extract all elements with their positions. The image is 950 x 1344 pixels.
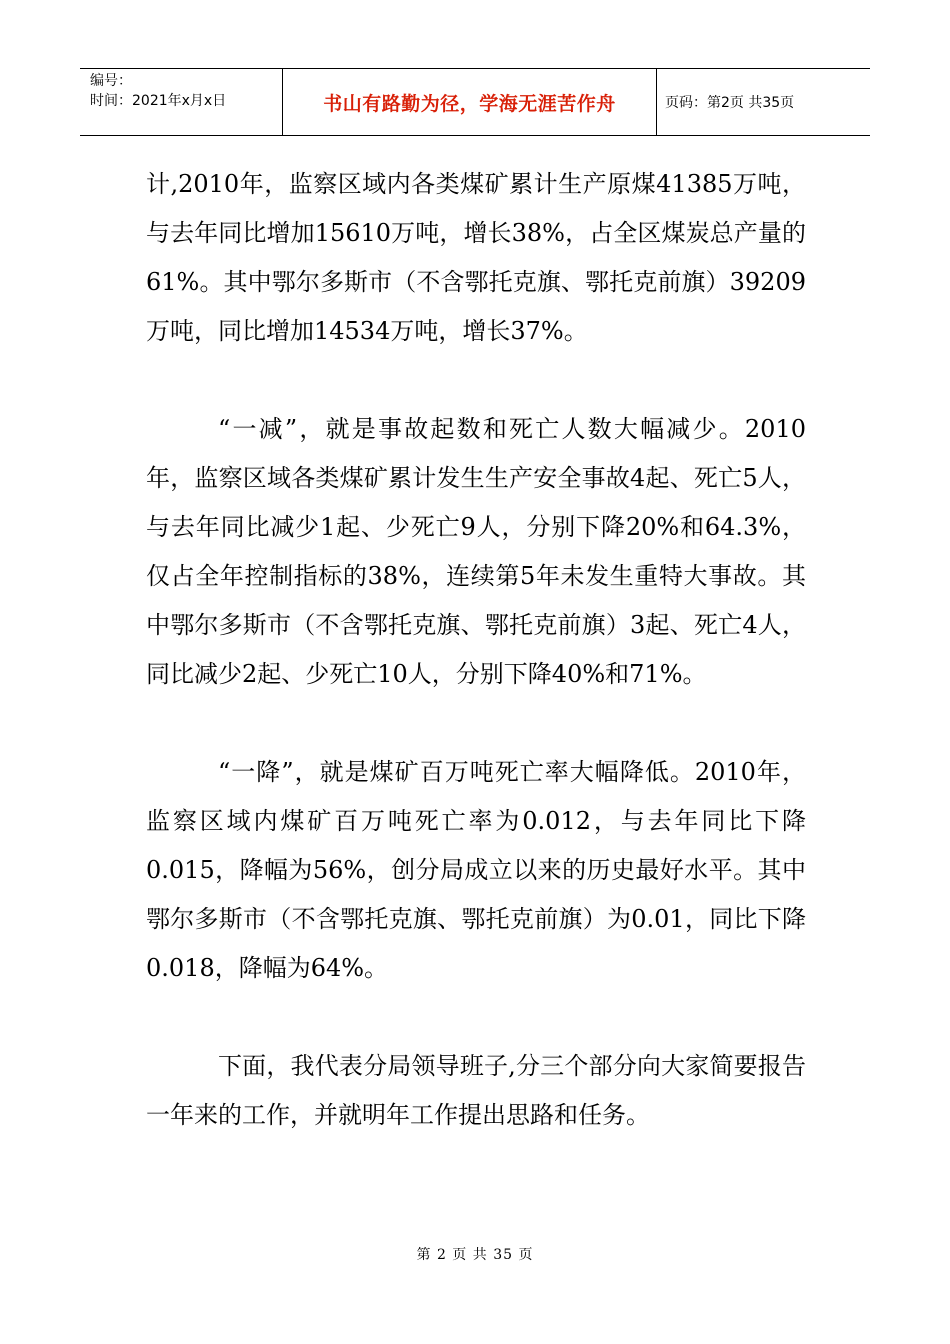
document-time-label: 时间：2021年x月x日 [90, 93, 227, 109]
body-paragraph: 计,2010年，监察区域内各类煤矿累计生产原煤41385万吨，与去年同比增加15610万吨，增长38%，占全区煤炭总产量的61%。其中鄂尔多斯市（不含鄂托克旗、鄂托克前旗）39209万吨，同比增加14534万吨，增长37%。 [146, 170, 806, 345]
header-motto-cell [283, 69, 657, 135]
header-motto: 书山有路勤为径，学海无涯苦作舟 [323, 92, 616, 115]
page-footer: 第 2 页 共 35 页 [416, 1247, 534, 1263]
document-header [80, 68, 870, 136]
header-page-info-cell [657, 69, 870, 135]
document-number-label: 编号： [90, 73, 132, 89]
document-body [146, 160, 806, 1140]
body-paragraph: 下面，我代表分局领导班子,分三个部分向大家简要报告一年来的工作，并就明年工作提出思路和任务。 [146, 1052, 806, 1129]
body-paragraph: “一减”，就是事故起数和死亡人数大幅减少。2010年，监察区域各类煤矿累计发生生产安全事故4起、死亡5人，与去年同比减少1起、少死亡9人，分别下降20%和64.3%，仅占全年控制指标的38%，连续第5年未发生重特大事故。其中鄂尔多斯市（不含鄂托克旗、鄂托克前旗）3起、死亡4人，同比减少2起、少死亡10人，分别下降40%和71%。 [146, 415, 806, 688]
header-page-info: 页码：第2页 共35页 [665, 95, 795, 111]
header-meta [80, 69, 283, 135]
body-paragraph: “一降”，就是煤矿百万吨死亡率大幅降低。2010年，监察区域内煤矿百万吨死亡率为0.012，与去年同比下降0.015，降幅为56%，创分局成立以来的历史最好水平。其中鄂尔多斯市（不含鄂托克旗、鄂托克前旗）为0.01，同比下降0.018，降幅为64%。 [146, 758, 806, 982]
